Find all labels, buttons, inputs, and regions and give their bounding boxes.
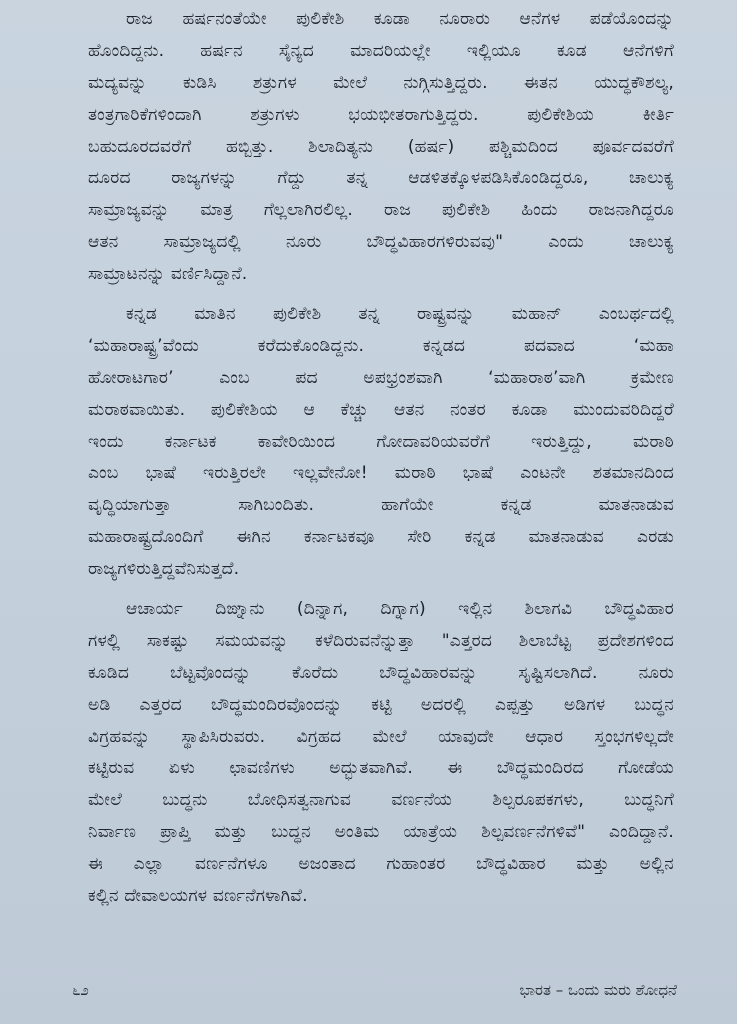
text-line: ಆಚಾರ್ಯ ದಿಙ್ನಾನು (ದಿನ್ನಾಗ, ದಿಗ್ನಾಗ) ಇಲ್ಲಿನ ಶಿಲಾಗವಿ ಬೌದ್ಧವಿಹಾರ	[126, 599, 674, 620]
text-line: ಮರಾಠವಾಯಿತು. ಪುಲಿಕೇಶಿಯ ಆ ಕೆಚ್ಚು ಆತನ ನಂತರ ಕೂಡಾ ಮುಂದುವರಿದಿದ್ದರೆ	[88, 399, 674, 420]
text-line: ಬಹುದೂರದವರೆಗೆ ಹಬ್ಬಿತ್ತು. ಶಿಲಾದಿತ್ಯನು (ಹರ್ಷ) ಪಶ್ಚಿಮದಿಂದ ಪೂರ್ವದವರೆಗೆ	[88, 136, 674, 157]
text-line: ಹೋರಾಟಗಾರ’ ಎಂಬ ಪದ ಅಪಭ್ರಂಶವಾಗಿ ‘ಮಹಾರಾಠ’ವಾಗಿ ಕ್ರಮೇಣ	[88, 367, 674, 388]
text-line: ಕನ್ನಡ ಮಾತಿನ ಪುಲಿಕೇಶಿ ತನ್ನ ರಾಷ್ಟ್ರವನ್ನು ಮಹಾನ್ ಎಂಬರ್ಥದಲ್ಲಿ	[126, 304, 674, 325]
text-line: ಮದ್ಯವನ್ನು ಕುಡಿಸಿ ಶತ್ರುಗಳ ಮೇಲೆ ನುಗ್ಗಿಸುತ್ತಿದ್ದರು. ಈತನ ಯುದ್ಧಕೌಶಲ್ಯ,	[88, 72, 674, 93]
text-line: ವಿಗ್ರಹವನ್ನು ಸ್ಥಾಪಿಸಿರುವರು. ವಿಗ್ರಹದ ಮೇಲೆ ಯಾವುದೇ ಆಧಾರ ಸ್ತಂಭಗಳಿಲ್ಲದೇ	[88, 726, 674, 747]
paragraph-1	[88, 4, 674, 291]
text-line: ರಾಜ ಹರ್ಷನಂತೆಯೇ ಪುಲಿಕೇಶಿ ಕೂಡಾ ನೂರಾರು ಆನೆಗಳ ಪಡೆಯೊಂದನ್ನು	[126, 9, 674, 29]
text-line: ಎಂಬ ಭಾಷೆ ಇರುತ್ತಿರಲೇ ಇಲ್ಲವೇನೋ! ಮರಾಠಿ ಭಾಷೆ ಎಂಟನೇ ಶತಮಾನದಿಂದ	[88, 463, 674, 484]
text-line: ಕಲ್ಲಿನ ದೇವಾಲಯಗಳ ವರ್ಣನೆಗಳಾಗಿವೆ.	[88, 886, 308, 907]
text-line: ಕಟ್ಟಿರುವ ಏಳು ಛಾವಣಿಗಳು ಅದ್ಭುತವಾಗಿವೆ. ಈ ಬೌದ್ಧಮಂದಿರದ ಗೋಡೆಯ	[88, 758, 674, 779]
text-line: ರಾಜ್ಯಗಳಿರುತ್ತಿದ್ದವೆನಿಸುತ್ತದೆ.	[88, 559, 240, 580]
text-line: ‘ಮಹಾರಾಷ್ಟ್ರ’ವೆಂದು ಕರೆದುಕೊಂಡಿದ್ದನು. ಕನ್ನಡದ ಪದವಾದ ‘ಮಹಾ	[88, 335, 674, 356]
text-line: ಮೇಲೆ ಬುದ್ಧನು ಬೋಧಿಸತ್ವನಾಗುವ ವರ್ಣನೆಯ ಶಿಲ್ಪರೂಪಕಗಳು, ಬುದ್ಧನಿಗೆ	[88, 790, 674, 811]
text-line: ಸಾಮ್ರಾಜ್ಯವನ್ನು ಮಾತ್ರ ಗೆಲ್ಲಲಾಗಿರಲಿಲ್ಲ. ರಾಜ ಪುಲಿಕೇಶಿ ಹಿಂದು ರಾಜನಾಗಿದ್ದರೂ	[88, 200, 674, 221]
paragraph-3	[88, 594, 674, 913]
text-line: ಆತನ ಸಾಮ್ರಾಜ್ಯದಲ್ಲಿ ನೂರು ಬೌದ್ಧವಿಹಾರಗಳಿರುವವು" ಎಂದು ಚಾಲುಕ್ಯ	[88, 232, 674, 253]
page-footer	[0, 981, 737, 1007]
text-line: ಮಹಾರಾಷ್ಟ್ರದೊಂದಿಗೆ ಈಗಿನ ಕರ್ನಾಟಕವೂ ಸೇರಿ ಕನ್ನಡ ಮಾತನಾಡುವ ಎರಡು	[88, 527, 674, 548]
text-line: ಅಡಿ ಎತ್ತರದ ಬೌದ್ಧಮಂದಿರವೊಂದನ್ನು ಕಟ್ಟಿ ಅದರಲ್ಲಿ ಎಪ್ಪತ್ತು ಅಡಿಗಳ ಬುದ್ಧನ	[88, 694, 674, 715]
body-text	[88, 4, 674, 921]
text-line: ಇಂದು ಕರ್ನಾಟಕ ಕಾವೇರಿಯಿಂದ ಗೋದಾವರಿಯವರೆಗೆ ಇರುತ್ತಿದ್ದು, ಮರಾಠಿ	[88, 431, 674, 452]
text-line: ತಂತ್ರಗಾರಿಕೆಗಳಿಂದಾಗಿ ಶತ್ರುಗಳು ಭಯಭೀತರಾಗುತ್ತಿದ್ದರು. ಪುಲಿಕೇಶಿಯ ಕೀರ್ತಿ	[88, 104, 674, 125]
text-line: ನಿರ್ವಾಣ ಪ್ರಾಪ್ತಿ ಮತ್ತು ಬುದ್ಧನ ಅಂತಿಮ ಯಾತ್ರೆಯ ಶಿಲ್ಪವರ್ಣನೆಗಳಿವೆ" ಎಂದಿದ್ದಾನೆ.	[88, 822, 674, 843]
page-number: ೬೨	[72, 981, 89, 999]
text-line: ಹೊಂದಿದ್ದನು. ಹರ್ಷನ ಸೈನ್ಯದ ಮಾದರಿಯಲ್ಲೇ ಇಲ್ಲಿಯೂ ಕೂಡ ಆನೆಗಳಿಗೆ	[88, 40, 674, 61]
running-title: ಭಾರತ – ಒಂದು ಮರು ಶೋಧನೆ	[519, 981, 677, 999]
paragraph-2	[88, 299, 674, 586]
text-line: ಸಾಮ್ರಾಟನನ್ನು ವರ್ಣಿಸಿದ್ದಾನೆ.	[88, 264, 248, 285]
text-line: ದೂರದ ರಾಜ್ಯಗಳನ್ನು ಗೆದ್ದು ತನ್ನ ಆಡಳಿತಕ್ಕೊಳಪಡಿಸಿಕೊಂಡಿದ್ದರೂ, ಚಾಲುಕ್ಯ	[88, 168, 674, 189]
text-line: ವೃದ್ಧಿಯಾಗುತ್ತಾ ಸಾಗಿಬಂದಿತು. ಹಾಗೆಯೇ ಕನ್ನಡ ಮಾತನಾಡುವ	[88, 495, 674, 516]
text-line: ಗಳಲ್ಲಿ ಸಾಕಷ್ಟು ಸಮಯವನ್ನು ಕಳೆದಿರುವನೆನ್ನುತ್ತಾ "ಎತ್ತರದ ಶಿಲಾಬೆಟ್ಟ ಪ್ರದೇಶಗಳಿಂದ	[88, 630, 674, 651]
text-line: ಈ ಎಲ್ಲಾ ವರ್ಣನೆಗಳೂ ಅಜಂತಾದ ಗುಹಾಂತರ ಬೌದ್ಧವಿಹಾರ ಮತ್ತು ಅಲ್ಲಿನ	[88, 854, 674, 875]
text-line: ಕೂಡಿದ ಬೆಟ್ಟವೊಂದನ್ನು ಕೊರೆದು ಬೌದ್ಧವಿಹಾರವನ್ನು ಸೃಷ್ಟಿಸಲಾಗಿದೆ. ನೂರು	[88, 662, 674, 683]
